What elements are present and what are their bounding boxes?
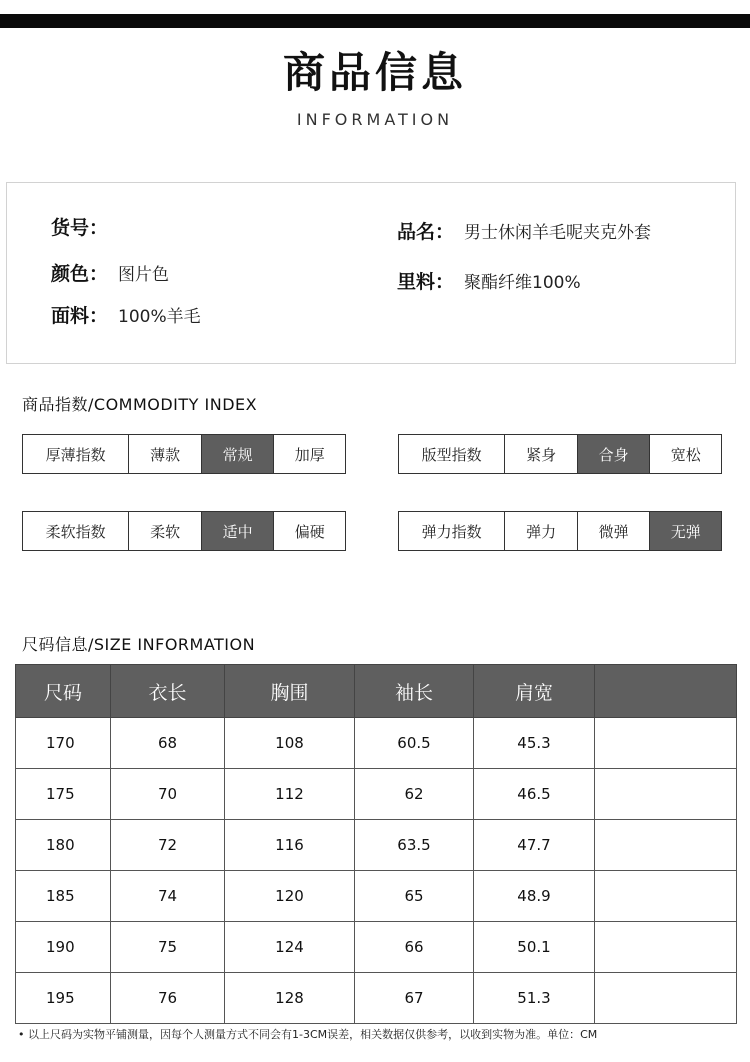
table-row [16, 922, 737, 973]
fabric-value: 100%羊毛 [118, 307, 201, 327]
fit-option-selected: 合身 [577, 435, 650, 473]
cell-size: 195 [16, 973, 111, 1024]
page-subtitle: INFORMATION [296, 110, 454, 129]
product-name-row [397, 217, 651, 244]
cell-size: 180 [16, 820, 111, 871]
thickness-option: 加厚 [273, 435, 345, 473]
col-header-sleeve: 袖长 [355, 665, 474, 718]
page-title: 商品信息 [282, 48, 467, 97]
col-header-chest: 胸围 [225, 665, 355, 718]
measurement-note: • 以上尺码为实物平铺测量，因每个人测量方式不同会有1-3CM误差，相关数据仅供参考，以收到实物为准。单位：CM [18, 1028, 598, 1041]
cell-empty [595, 769, 737, 820]
cell-size: 190 [16, 922, 111, 973]
cell-empty [595, 922, 737, 973]
thickness-index-label: 厚薄指数 [45, 445, 106, 464]
cell-sleeve: 60.5 [355, 718, 474, 769]
elasticity-option: 弹力 [504, 512, 577, 550]
cell-length: 74 [111, 871, 225, 922]
col-header-size: 尺码 [16, 665, 111, 718]
cell-sleeve: 67 [355, 973, 474, 1024]
elasticity-index-label: 弹力指数 [421, 522, 482, 541]
cell-length: 72 [111, 820, 225, 871]
cell-chest: 108 [225, 718, 355, 769]
commodity-index-title: 商品指数/COMMODITY INDEX [22, 395, 258, 414]
table-row [16, 820, 737, 871]
cell-sleeve: 62 [355, 769, 474, 820]
cell-empty [595, 871, 737, 922]
table-row [16, 973, 737, 1024]
item-number-label: 货号： [51, 217, 109, 239]
cell-length: 76 [111, 973, 225, 1024]
cell-shoulder: 47.7 [474, 820, 595, 871]
table-row [16, 769, 737, 820]
cell-shoulder: 45.3 [474, 718, 595, 769]
cell-size: 170 [16, 718, 111, 769]
cell-size: 175 [16, 769, 111, 820]
color-label: 颜色： [51, 263, 109, 285]
cell-shoulder: 46.5 [474, 769, 595, 820]
table-row [16, 871, 737, 922]
cell-sleeve: 66 [355, 922, 474, 973]
cell-empty [595, 718, 737, 769]
cell-length: 70 [111, 769, 225, 820]
lining-row [397, 267, 581, 294]
softness-index [22, 511, 346, 551]
cell-size: 185 [16, 871, 111, 922]
product-name-label: 品名： [397, 221, 455, 243]
softness-option: 柔软 [128, 512, 201, 550]
cell-chest: 120 [225, 871, 355, 922]
thickness-option-selected: 常规 [201, 435, 274, 473]
item-number [51, 213, 118, 240]
fit-option: 宽松 [649, 435, 721, 473]
color-value: 图片色 [118, 265, 170, 285]
size-table [15, 664, 737, 1024]
fit-option: 紧身 [504, 435, 577, 473]
cell-empty [595, 820, 737, 871]
cell-shoulder: 50.1 [474, 922, 595, 973]
cell-shoulder: 48.9 [474, 871, 595, 922]
fabric-label: 面料： [51, 305, 109, 327]
size-table-header [16, 665, 737, 718]
softness-index-label: 柔软指数 [45, 522, 106, 541]
table-row [16, 718, 737, 769]
col-header-shoulder: 肩宽 [474, 665, 595, 718]
color-row [51, 259, 169, 286]
fit-index-label: 版型指数 [421, 445, 482, 464]
cell-chest: 116 [225, 820, 355, 871]
softness-option: 偏硬 [273, 512, 345, 550]
col-header-empty [595, 665, 737, 718]
cell-chest: 124 [225, 922, 355, 973]
cell-chest: 112 [225, 769, 355, 820]
lining-label: 里料： [397, 271, 455, 293]
product-name-value: 男士休闲羊毛呢夹克外套 [464, 223, 652, 243]
cell-sleeve: 65 [355, 871, 474, 922]
thickness-index [22, 434, 346, 474]
fit-index [398, 434, 722, 474]
cell-shoulder: 51.3 [474, 973, 595, 1024]
cell-length: 68 [111, 718, 225, 769]
top-bar [0, 14, 750, 28]
lining-value: 聚酯纤维100% [464, 273, 581, 293]
cell-empty [595, 973, 737, 1024]
elasticity-option: 微弹 [577, 512, 650, 550]
size-info-title: 尺码信息/SIZE INFORMATION [22, 635, 256, 654]
softness-option-selected: 适中 [201, 512, 274, 550]
product-info-box [6, 182, 736, 364]
thickness-option: 薄款 [128, 435, 201, 473]
elasticity-index [398, 511, 722, 551]
cell-chest: 128 [225, 973, 355, 1024]
elasticity-option-selected: 无弹 [649, 512, 721, 550]
fabric-row [51, 301, 201, 328]
cell-sleeve: 63.5 [355, 820, 474, 871]
col-header-length: 衣长 [111, 665, 225, 718]
cell-length: 75 [111, 922, 225, 973]
